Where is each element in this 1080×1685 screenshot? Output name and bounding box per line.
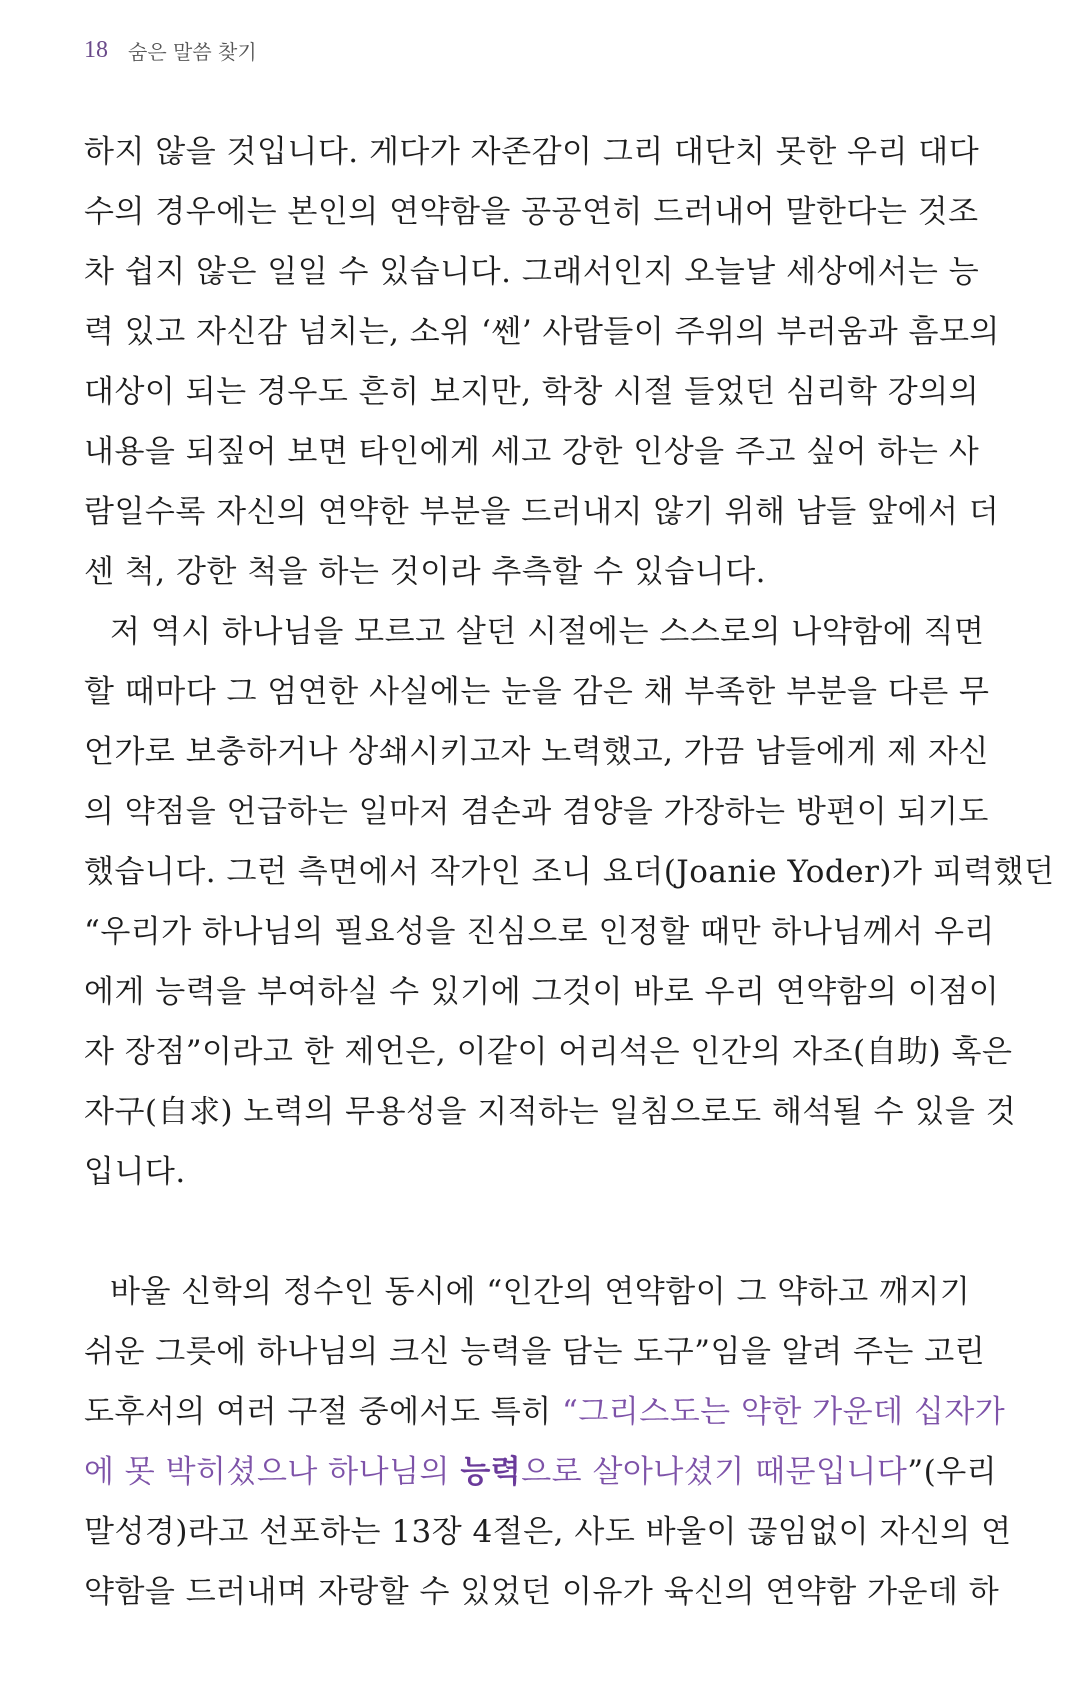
text-line: 했습니다. 그런 측면에서 작가인 조니 요더(Joanie Yoder)가 피력했던 <box>84 854 1055 890</box>
book-title: 숨은 말씀 찾기 <box>128 39 257 64</box>
text-line: 언가로 보충하거나 상쇄시키고자 노력했고, 가끔 남들에게 제 자신 <box>84 734 989 770</box>
scripture-quote: “그리스도는 약한 가운데 십자가 <box>562 1394 1006 1430</box>
text-line <box>84 1382 1006 1442</box>
text-line: 대상이 되는 경우도 흔히 보지만, 학창 시절 들었던 심리학 강의의 <box>84 374 980 410</box>
text-line <box>84 1442 998 1502</box>
text-line: 바울 신학의 정수인 동시에 “인간의 연약함이 그 약하고 깨지기 <box>110 1274 971 1310</box>
text-line: 약함을 드러내며 자랑할 수 있었던 이유가 육신의 연약함 가운데 하 <box>84 1574 1000 1610</box>
scripture-quote: 으로 살아나셨기 때문입니다 <box>521 1454 908 1490</box>
text-line: 쉬운 그릇에 하나님의 크신 능력을 담는 도구”임을 알려 주는 고린 <box>84 1334 986 1370</box>
text-segment: 도후서의 여러 구절 중에서도 특히 <box>84 1394 563 1430</box>
text-line: 저 역시 하나님을 모르고 살던 시절에는 스스로의 나약함에 직면 <box>110 614 985 650</box>
text-line: 수의 경우에는 본인의 연약함을 공공연히 드러내어 말한다는 것조 <box>84 194 979 230</box>
text-line: 자구(自求) 노력의 무용성을 지적하는 일침으로도 해석될 수 있을 것 <box>84 1094 1017 1130</box>
scripture-quote: 에 못 박히셨으나 하나님의 <box>84 1454 461 1490</box>
text-line: 차 쉽지 않은 일일 수 있습니다. 그래서인지 오늘날 세상에서는 능 <box>84 254 980 290</box>
emphasis-word: 능력 <box>460 1454 522 1490</box>
page-number: 18 <box>84 36 108 63</box>
text-line: 입니다. <box>84 1154 186 1190</box>
text-line: 하지 않을 것입니다. 게다가 자존감이 그리 대단치 못한 우리 대다 <box>84 134 980 170</box>
text-line: 에게 능력을 부여하실 수 있기에 그것이 바로 우리 연약함의 이점이 <box>84 974 1000 1010</box>
text-line: 센 척, 강한 척을 하는 것이라 추측할 수 있습니다. <box>84 554 767 590</box>
running-header <box>84 30 257 70</box>
text-line: 내용을 되짚어 보면 타인에게 세고 강한 인상을 주고 싶어 하는 사 <box>84 434 980 470</box>
text-line: 력 있고 자신감 넘치는, 소위 ‘쎈’ 사람들이 주위의 부러움과 흠모의 <box>84 314 1000 350</box>
text-line: 말성경)라고 선포하는 13장 4절은, 사도 바울이 끊임없이 자신의 연 <box>84 1514 1012 1550</box>
text-line: 의 약점을 언급하는 일마저 겸손과 겸양을 가장하는 방편이 되기도 <box>84 794 989 830</box>
text-line: “우리가 하나님의 필요성을 진심으로 인정할 때만 하나님께서 우리 <box>84 914 995 950</box>
text-segment: ”(우리 <box>907 1454 998 1490</box>
text-line: 람일수록 자신의 연약한 부분을 드러내지 않기 위해 남들 앞에서 더 <box>84 494 1000 530</box>
text-line: 할 때마다 그 엄연한 사실에는 눈을 감은 채 부족한 부분을 다른 무 <box>84 674 990 710</box>
text-line: 자 장점”이라고 한 제언은, 이같이 어리석은 인간의 자조(自助) 혹은 <box>84 1034 1013 1070</box>
